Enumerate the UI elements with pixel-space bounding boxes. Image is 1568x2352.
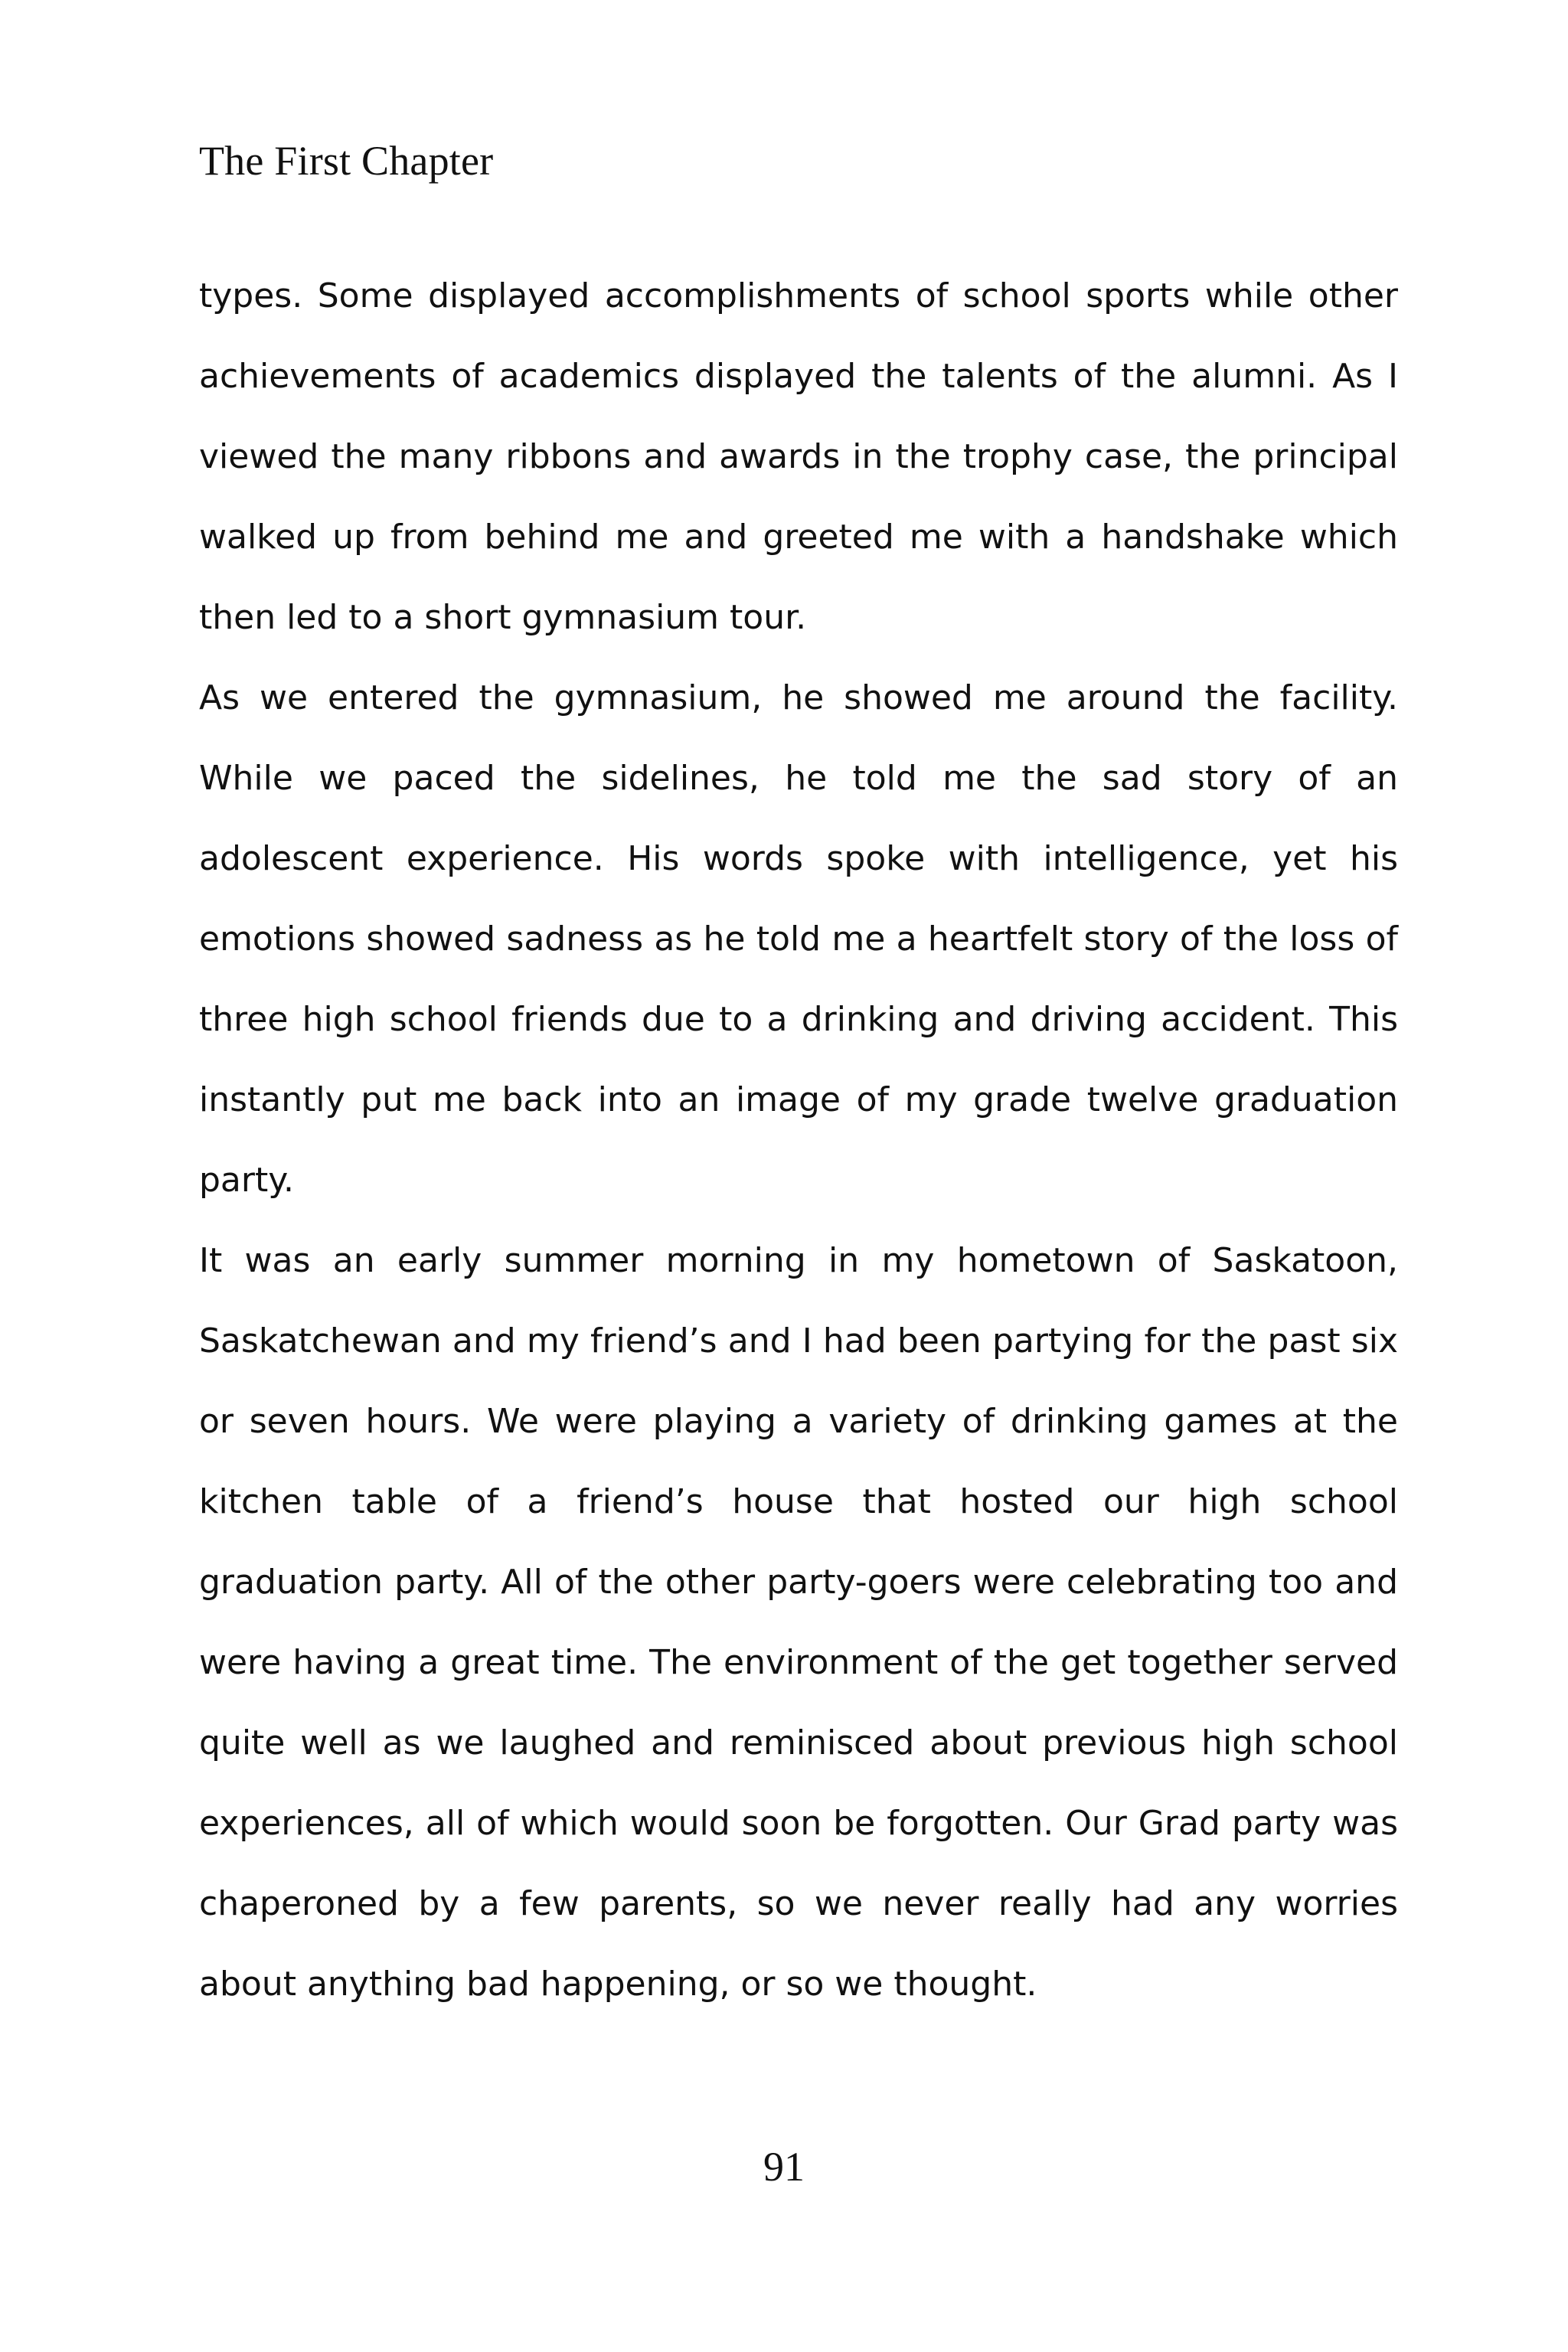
- paragraph: types. Some displayed accomplishments of school sports while other achievements of academics displayed the talents of the alumni. As I viewed the many ribbons and awards in the trophy case, the principal walked up from behind me and greeted me with a handshake which then led to a short gymnasium tour.: [199, 276, 1398, 637]
- paragraph: It was an early summer morning in my hometown of Saskatoon, Saskatchewan and my friend’s and I had been partying for the past six or seven hours. We were playing a variety of drinking games at the kitchen table of a friend’s house that hosted our high school graduation party. All of the other party-goers were celebrating too and were having a great time. The environment of the get together served quite well as we laughed and reminisced about previous high school experiences, all of which would soon be forgotten. Our Grad party was chaperoned by a few parents, so we never really had any worries about anything bad happening, or so we thought.: [199, 1241, 1398, 2004]
- body-text: [199, 256, 1398, 2024]
- paragraph: As we entered the gymnasium, he showed me around the facility. While we paced the sidelines, he told me the sad story of an adolescent experience. His words spoke with intelligence, yet his emotions showed sadness as he told me a heartfelt story of the loss of three high school friends due to a drinking and driving accident. This instantly put me back into an image of my grade twelve graduation party.: [199, 678, 1398, 1200]
- running-header: The First Chapter: [199, 138, 494, 184]
- page-number: 91: [763, 2144, 805, 2190]
